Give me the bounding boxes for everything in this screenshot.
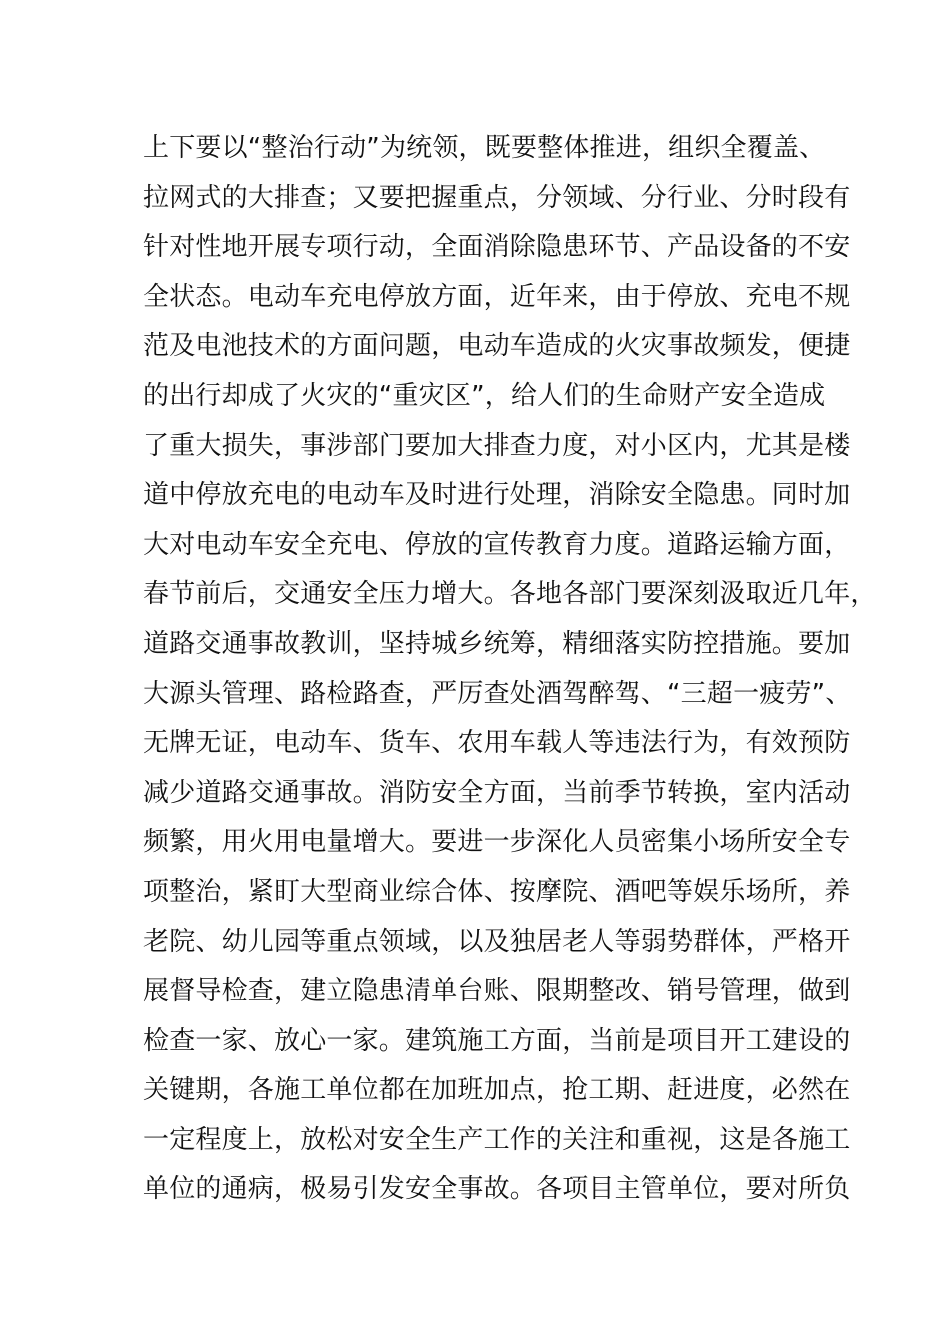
text-line: 一定程度上，放松对安全生产工作的关注和重视，这是各施工 bbox=[143, 1124, 851, 1155]
text-line: 了重大损失，事涉部门要加大排查力度，对小区内，尤其是楼 bbox=[143, 430, 851, 461]
text-line: 全状态。电动车充电停放方面，近年来，由于停放、充电不规 bbox=[143, 281, 851, 312]
text-line: 关键期，各施工单位都在加班加点，抢工期、赶进度，必然在 bbox=[143, 1075, 851, 1106]
text-line: 道路交通事故教训，坚持城乡统筹，精细落实防控措施。要加 bbox=[143, 628, 851, 659]
text-line: 大源头管理、路检路查，严厉查处酒驾醉驾、“三超一疲劳”、 bbox=[143, 678, 852, 709]
text-line: 单位的通病，极易引发安全事故。各项目主管单位，要对所负 bbox=[143, 1174, 851, 1205]
text-line: 拉网式的大排查；又要把握重点，分领域、分行业、分时段有 bbox=[143, 182, 851, 213]
body-paragraph bbox=[143, 124, 877, 1215]
text-line: 春节前后，交通安全压力增大。各地各部门要深刻汲取近几年， bbox=[143, 579, 877, 610]
text-line: 的出行却成了火灾的“重灾区”，给人们的生命财产安全造成 bbox=[143, 380, 826, 411]
text-line: 范及电池技术的方面问题，电动车造成的火灾事故频发，便捷 bbox=[143, 331, 851, 362]
text-line: 上下要以“整治行动”为统领，既要整体推进，组织全覆盖、 bbox=[143, 133, 826, 163]
text-line: 频繁，用火用电量增大。要进一步深化人员密集小场所安全专 bbox=[143, 827, 851, 858]
text-line: 道中停放充电的电动车及时进行处理，消除安全隐患。同时加 bbox=[143, 480, 851, 511]
text-line: 老院、幼儿园等重点领域，以及独居老人等弱势群体，严格开 bbox=[143, 926, 851, 957]
text-line: 项整治，紧盯大型商业综合体、按摩院、酒吧等娱乐场所，养 bbox=[143, 876, 851, 907]
text-line: 减少道路交通事故。消防安全方面，当前季节转换，室内活动 bbox=[143, 777, 851, 808]
text-line: 无牌无证，电动车、货车、农用车载人等违法行为，有效预防 bbox=[143, 728, 851, 759]
text-line: 展督导检查，建立隐患清单台账、限期整改、销号管理，做到 bbox=[143, 976, 851, 1007]
text-line: 大对电动车安全充电、停放的宣传教育力度。道路运输方面， bbox=[143, 529, 851, 560]
text-line: 针对性地开展专项行动，全面消除隐患环节、产品设备的不安 bbox=[143, 232, 851, 263]
text-line: 检查一家、放心一家。建筑施工方面，当前是项目开工建设的 bbox=[143, 1025, 851, 1056]
